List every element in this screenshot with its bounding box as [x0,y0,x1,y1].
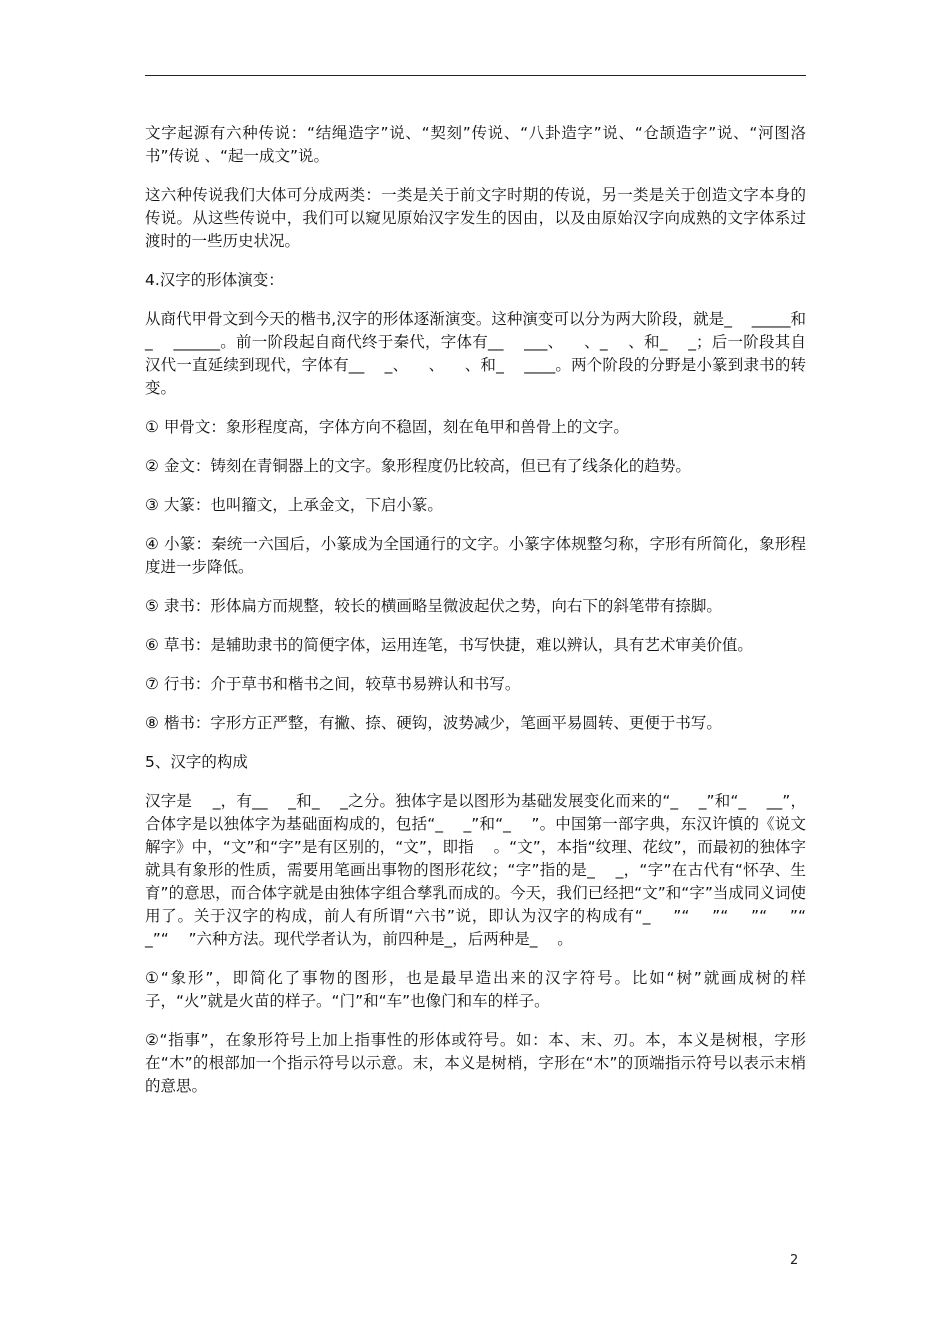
paragraph-pictograph: ①“象形”，即简化了事物的图形，也是最早造出来的汉字符号。比如“树”就画成树的样子，“火”就是火苗的样子。“门”和“车”也像门和车的样子。 [145,969,806,1010]
paragraph-legend-categories: 这六种传说我们大体可分成两类：一类是关于前文字时期的传说，另一类是关于创造文字本身的传说。从这些传说中，我们可以窥见原始汉字发生的因由，以及由原始汉字向成熟的文字体系过渡时的一些历史状况。 [145,186,806,250]
list-item-oracle-bone: ① 甲骨文：象形程度高，字体方向不稳固，刻在龟甲和兽骨上的文字。 [145,418,629,436]
paragraph-indicative: ②“指事”，在象形符号上加上指事性的形体或符号。如：本、末、刃。本，本义是树根，字形在“木”的根部加一个指示符号以示意。末，本义是树梢，字形在“木”的顶端指示符号以表示末梢的意思。 [145,1031,806,1095]
list-item-large-seal: ③ 大篆：也叫籀文，上承金文，下启小篆。 [145,496,443,514]
list-item-regular: ⑧ 楷书：字形方正严整，有撇、捺、硬钩，波势减少，笔画平易圆转、更便于书写。 [145,714,722,732]
paragraph-evolution-stages: 从商代甲骨文到今天的楷书,汉字的形体逐渐演变。这种演变可以分为两大阶段，就是_ _____和_ ______。前一阶段起自商代终于秦代，字体有__ ___、 、_ 、和_ _；后一阶段其自汉代一直延续到现代，字体有__ _、 、 、和_ ____。两个阶段的分野是小篆到隶书的转变。 [145,310,806,397]
page-number: 2 [790,1253,799,1268]
list-item-cursive: ⑥ 草书：是辅助隶书的简便字体，运用连笔，书写快捷，难以辨认，具有艺术审美价值。 [145,636,753,654]
paragraph-origin-legends: 文字起源有六种传说：“结绳造字”说、“契刻”传说、“八卦造字”说、“仓颉造字”说、“河图洛书”传说 、“起一成文”说。 [145,124,806,165]
list-item-running: ⑦ 行书：介于草书和楷书之间，较草书易辨认和书写。 [145,675,521,693]
document-body [145,122,826,1114]
list-item-small-seal: ④ 小篆：秦统一六国后，小篆成为全国通行的文字。小篆字体规整匀称，字形有所简化，象形程度进一步降低。 [145,535,806,576]
paragraph-composition: 汉字是 _，有__ _和_ _之分。独体字是以图形为基础发展变化而来的“_ _”和“_ __”，合体字是以独体字为基础面构成的，包括“_ _”和“_ ”。中国第一部字典，东汉许慎的《说文解字》中，“文”和“字”是有区别的，“文”，即指 。“文”，本指“纹理、花纹”，而最初的独体字就具有象形的性质，需要用笔画出事物的图形花纹；“字”指的是_ _，“字”在古代有“怀孕、生育”的意思，而合体字就是由独体字组合孳乳而成的。今天，我们已经把“文”和“字”当成同义词使用了。关于汉字的构成，前人有所谓“六书”说，即认为汉字的构成有“_ ”“ ”“ ”“ ”“ _”“ ”六种方法。现代学者认为，前四种是_，后两种是_ 。 [145,792,826,948]
list-item-clerical: ⑤ 隶书：形体扁方而规整，较长的横画略呈微波起伏之势，向右下的斜笔带有捺脚。 [145,597,722,615]
header-rule [145,75,806,76]
section-heading-evolution: 4.汉字的形体演变： [145,271,284,289]
list-item-bronze: ② 金文：铸刻在青铜器上的文字。象形程度仍比较高，但已有了线条化的趋势。 [145,457,691,475]
section-heading-composition: 5、汉字的构成 [145,753,248,771]
